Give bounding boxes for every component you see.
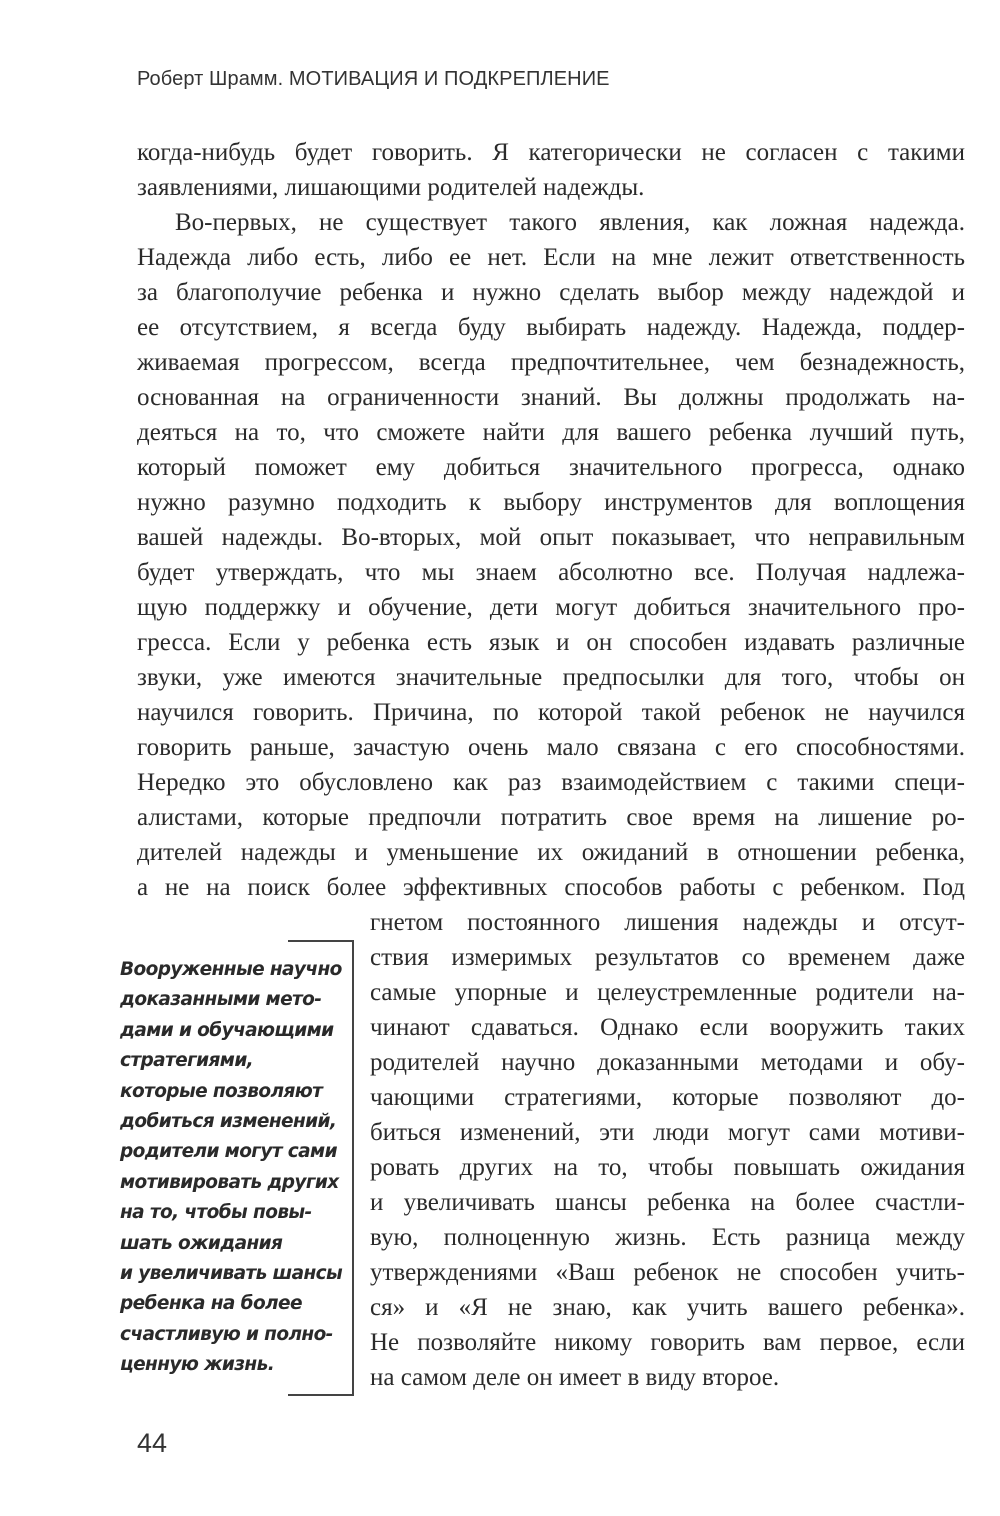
text-line: гнетом постоянного лишения надежды и отсут- — [370, 909, 965, 936]
text-line: биться изменений, эти люди могут сами мотиви- — [370, 1119, 965, 1146]
text-line: ся» и «Я не знаю, как учить вашего ребенка». — [370, 1294, 965, 1321]
page-number: 44 — [137, 1428, 168, 1458]
text-line: будет утверждать, что мы знаем абсолютно все. Получая надлежа- — [137, 559, 965, 586]
text-line: родители могут сами — [120, 1141, 337, 1163]
text-line: щую поддержку и обучение, дети могут добиться значительного про- — [137, 594, 965, 621]
text-line: на то, чтобы повы- — [120, 1202, 312, 1224]
text-line: чающими стратегиями, которые позволяют до- — [370, 1084, 965, 1111]
text-line: заявлениями, лишающими родителей надежды. — [137, 174, 645, 201]
pull-quote — [120, 955, 343, 1380]
text-line: Вооруженные научно — [120, 959, 342, 980]
text-line: утверждениями «Ваш ребенок не способен учить- — [370, 1259, 965, 1286]
text-line: вашей надежды. Во-вторых, мой опыт показывает, что неправильным — [137, 524, 965, 551]
text-line: алистами, которые предпочли потратить свое время на лишение ро- — [137, 804, 965, 831]
text-line: дителей надежды и уменьшение их ожиданий в отношении ребенка, — [137, 839, 965, 866]
text-line: ствия измеримых результатов со временем даже — [370, 944, 965, 971]
text-line: Во-первых, не существует такого явления, как ложная надежда. — [175, 209, 965, 236]
text-line: мотивировать других — [120, 1171, 339, 1193]
text-line: вую, полноценную жизнь. Есть разница между — [370, 1224, 965, 1251]
text-line: ребенка на более — [120, 1293, 302, 1315]
text-line: доказанными мето- — [120, 989, 322, 1011]
text-line: звуки, уже имеются значительные предпосылки для того, чтобы он — [137, 664, 965, 691]
text-line: когда-нибудь будет говорить. Я категорически не согласен с такими — [137, 139, 965, 166]
text-line: дами и обучающими — [120, 1019, 334, 1041]
text-line: которые позволяют — [120, 1080, 323, 1102]
text-line: ровать других на то, чтобы повышать ожидания — [370, 1154, 965, 1181]
text-line: научился говорить. Причина, по которой такой ребенок не научился — [137, 699, 965, 726]
text-line: стратегиями, — [120, 1050, 254, 1072]
text-line: гресса. Если у ребенка есть язык и он способен издавать различные — [137, 629, 965, 656]
text-line: ценную жизнь. — [120, 1354, 275, 1376]
text-line: Не позволяйте никому говорить вам первое, если — [370, 1329, 965, 1356]
text-line: и увеличивать шансы ребенка на более счастли- — [370, 1189, 965, 1216]
body-text-narrow-column — [370, 905, 965, 1395]
body-text-full-width — [137, 135, 965, 905]
text-line: основанная на ограниченности знаний. Вы должны продолжать на- — [137, 384, 965, 411]
text-line: деяться на то, что сможете найти для вашего ребенка лучший путь, — [137, 419, 965, 446]
text-line: Нередко это обусловлено как раз взаимодействием с такими специ- — [137, 769, 965, 796]
text-line: счастливую и полно- — [120, 1323, 333, 1345]
text-line: нужно разумно подходить к выбору инструментов для воплощения — [137, 489, 965, 516]
text-line: шать ожидания — [120, 1232, 283, 1254]
text-line: родителей научно доказанными методами и обу- — [370, 1049, 965, 1076]
text-line: Надежда либо есть, либо ее нет. Если на мне лежит ответственность — [137, 244, 965, 271]
text-line: чинают сдаваться. Однако если вооружить таких — [370, 1014, 965, 1041]
text-line: который поможет ему добиться значительного прогресса, однако — [137, 454, 965, 481]
text-line: ее отсутствием, я всегда буду выбирать надежду. Надежда, поддер- — [137, 314, 965, 341]
text-line: за благополучие ребенка и нужно сделать выбор между надеждой и — [137, 279, 965, 306]
text-line: и увеличивать шансы — [120, 1262, 343, 1284]
text-line: живаемая прогрессом, всегда предпочтительнее, чем безнадежность, — [137, 349, 965, 376]
text-line: самые упорные и целеустремленные родители на- — [370, 979, 965, 1006]
text-line: а не на поиск более эффективных способов работы с ребенком. Под — [137, 874, 965, 901]
text-line: на самом деле он имеет в виду второе. — [370, 1364, 780, 1391]
text-line: говорить раньше, зачастую очень мало связана с его способностями. — [137, 734, 965, 761]
text-line: добиться изменений, — [120, 1110, 337, 1132]
running-header: Роберт Шрамм. МОТИВАЦИЯ И ПОДКРЕПЛЕНИЕ — [137, 68, 610, 90]
